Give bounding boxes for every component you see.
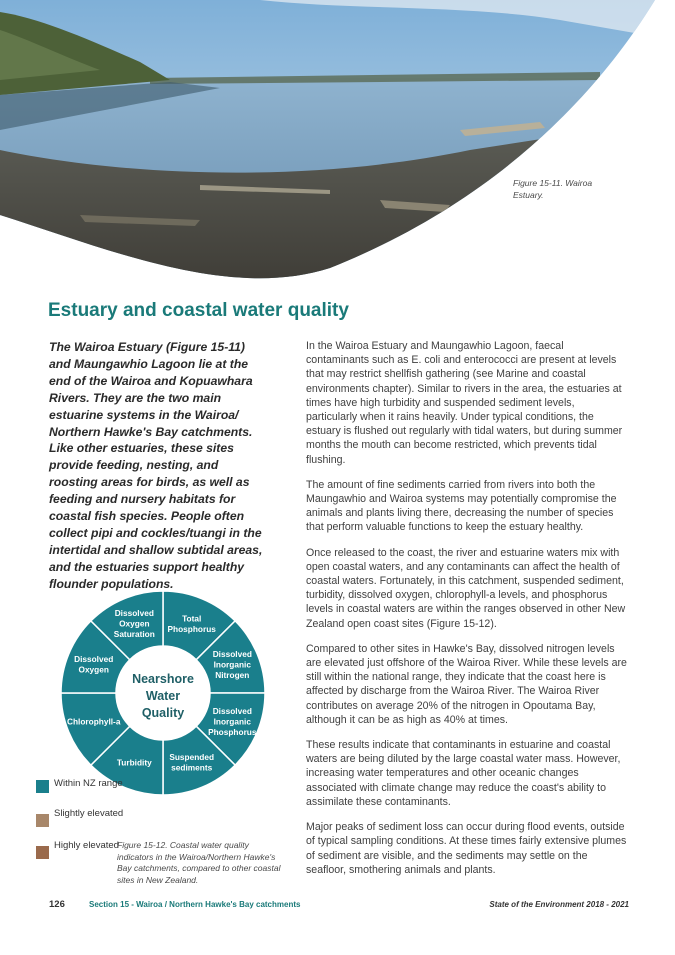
body-paragraph: In the Wairoa Estuary and Maungawhio Lagoon, faecal contaminants such as E. coli and enterococci are present at levels that may restrict shellfish gathering (see Marine and coastal environments chapter). Similar to rivers in the area, the estuaries at times have high turbidity and suspended sediment levels, particularly when it rains heavily. Under typical conditions, the estuary is flushed out regularly with tidal waters, but during summer months the mouth can become restricted, which prevents tidal flushing.: [306, 340, 623, 466]
water-quality-wheel: [58, 588, 268, 798]
wheel-segment-label: Phosphorus: [167, 623, 216, 634]
wheel-segment-label: Inorganic: [213, 716, 251, 727]
wheel-segment-label: Saturation: [113, 629, 155, 640]
page-number: 126: [49, 899, 65, 910]
wheel-segment-label: Oxygen: [119, 618, 150, 629]
body-paragraph: These results indicate that contaminants in estuarine and coastal waters are being diluted by the large coastal water mass. However, increasing water temperatures and other oceanic changes associated with climate change may reduce the coast's ability to assimilate these contaminants.: [306, 739, 621, 808]
body-paragraph: Compared to other sites in Hawke's Bay, dissolved nitrogen levels are elevated just offshore of the Wairoa River. While these levels are still within the national range, they indicate that the coast here is affected by discharge from the Wairoa River. The Wairoa River contributes on average 20% of the nitrogen in Opoutama Bay, although it can be as high as 40% at times.: [306, 642, 627, 726]
wheel-segment-label: Phosphorus: [208, 727, 257, 738]
page-footer: [49, 899, 629, 913]
wheel-segment-label: Dissolved: [74, 654, 114, 665]
figure-caption: Figure 15-12. Coastal water quality indicators in the Wairoa/Northern Hawke's Bay catchments, compared to other coastal sites in New Zealand.: [117, 840, 281, 885]
legend-label: Within NZ range: [54, 778, 123, 789]
wheel-segment-label: Oxygen: [78, 664, 109, 675]
legend-label: Highly elevated: [54, 840, 119, 851]
wheel-segment-label: Nitrogen: [215, 669, 250, 680]
legend-swatch: [36, 846, 49, 859]
wheel-segment-label: sediments: [171, 762, 213, 773]
legend-label: Slightly elevated: [54, 808, 124, 819]
legend-swatch: [36, 780, 49, 793]
wheel-segment-label: Suspended: [169, 752, 215, 763]
estuary-photo: [0, 0, 675, 290]
legend-swatch: [36, 814, 49, 827]
body-text: [306, 339, 628, 888]
wheel-center-label: Water: [145, 689, 181, 703]
body-paragraph: Once released to the coast, the river and estuarine waters mix with open coastal waters, and any contaminants can affect the health of coastal waters. Fortunately, in this catchment, suspended sediment, turbidity, dissolved oxygen, chlorophyll-a levels, and phosphorus levels in coastal waters are within the ranges observed in other New Zealand open coast sites (Figure 15-12).: [306, 546, 626, 630]
wheel-segment-label: Dissolved: [212, 648, 252, 659]
intro-text: The Wairoa Estuary (Figure 15-11) and Maungawhio Lagoon lie at the end of the Wairoa and Kopuawhara Rivers. They are the two main estuarine systems in the Wairoa/ Northern Hawke's Bay catchments. Like other estuaries, these sites provide feeding, nesting, and roosting areas for birds, as well as feeding and nursery habitats for coastal fish species. People often collect pipi and cockles/tuangi in the intertidal and shallow subtidal areas, and the estuaries support healthy flounder populations.: [49, 340, 263, 591]
wheel-segment-label: Total: [182, 613, 202, 624]
wheel-segment-label: Turbidity: [116, 757, 152, 768]
wheel-segment-label: Inorganic: [213, 659, 251, 670]
footer-section: Section 15 - Wairoa / Northern Hawke's Bay catchments: [89, 900, 301, 909]
section-title: Estuary and coastal water quality: [48, 300, 349, 321]
wheel-center-label: Nearshore: [132, 672, 194, 686]
wheel-center-label: Quality: [141, 706, 185, 720]
body-paragraph: Major peaks of sediment loss can occur during flood events, outside of typical sampling conditions. At these times fairly extensive plumes of sediment are visible, and the sediments may settle on the seafloor, smothering animals and plants.: [306, 821, 627, 876]
body-paragraph: The amount of fine sediments carried from rivers into both the Maungawhio and Wairoa systems may potentially compromise the animals and plants living there, decreasing the number of species that perform valuable functions to keep the estuary healthy.: [306, 478, 617, 534]
wheel-segment-label: Chlorophyll-a: [66, 716, 121, 727]
wheel-segment-label: Dissolved: [212, 706, 252, 717]
photo-caption: Figure 15-11. Wairoa Estuary.: [513, 178, 593, 200]
footer-report: State of the Environment 2018 - 2021: [489, 900, 629, 909]
wheel-segment-label: Dissolved: [114, 608, 154, 619]
